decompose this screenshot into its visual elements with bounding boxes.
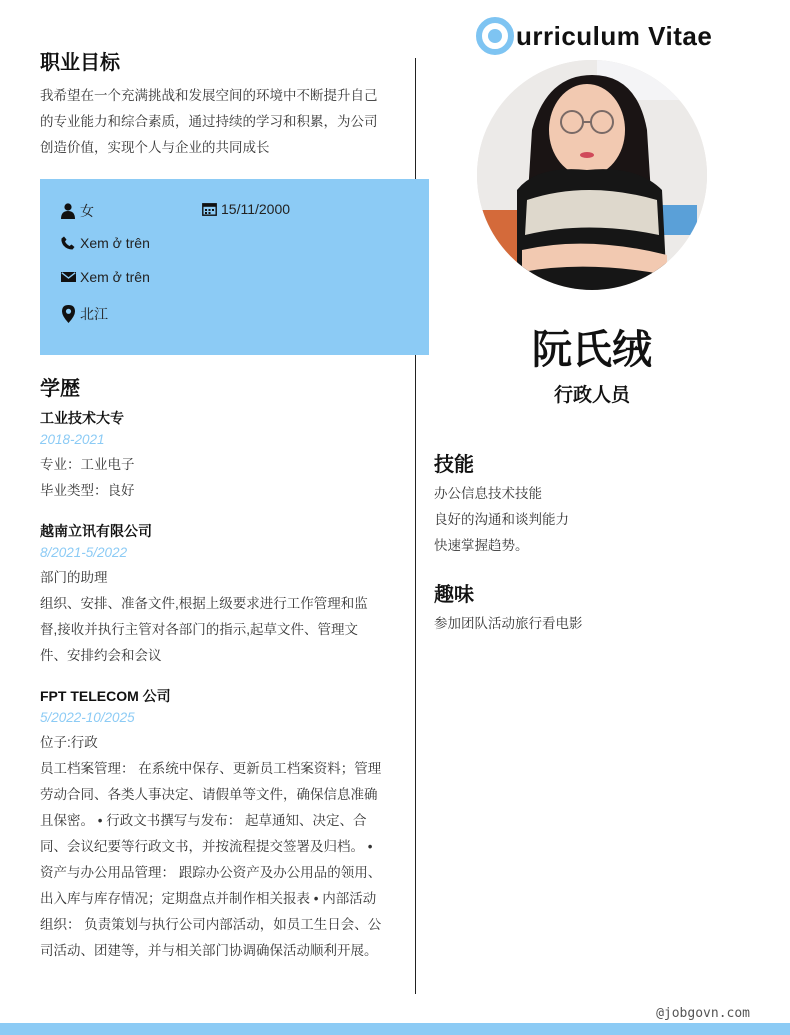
entry-date: 8/2021-5/2022 [40, 545, 128, 560]
entry-date: 2018-2021 [40, 432, 105, 447]
entry-date: 5/2022-10/2025 [40, 710, 135, 725]
hobbies-list [434, 611, 754, 637]
logo-text: urriculum Vitae [516, 20, 713, 51]
birthday-value: 15/11/2000 [221, 201, 291, 217]
contact-box [40, 179, 429, 355]
entry-line: 位子:行政 [40, 735, 98, 750]
contact-phone [60, 235, 150, 251]
contact-gender [60, 201, 94, 221]
objective-line: 的专业能力和综合素质，通过持续的学习和积累，为公司 [40, 114, 378, 129]
contact-location [60, 304, 108, 324]
entry-line: 件、安排约会和会议 [40, 648, 162, 663]
phone-value: Xem ở trên [80, 235, 150, 251]
hobby-item: 参加团队活动旅行看电影 [434, 616, 583, 631]
entry-line: 劳动合同、各类人事决定、请假单等文件，确保信息准确 [40, 787, 378, 802]
calendar-icon [201, 201, 217, 217]
education-title: 学歴 [40, 378, 80, 400]
entry-org: 工业技术大专 [40, 410, 124, 426]
entry-line: 部门的助理 [40, 570, 108, 585]
entry-line: 督,接收并执行主管对各部门的指示,起草文件、管理文 [40, 622, 359, 637]
email-value: Xem ở trên [80, 269, 150, 285]
skill-item: 良好的沟通和谈判能力 [434, 512, 569, 527]
entry-org: 越南立讯有限公司 [40, 523, 152, 539]
objective-title: 职业目标 [40, 52, 120, 74]
map-pin-icon [60, 306, 76, 322]
entry-luxshare [40, 521, 400, 669]
entry-fpt [40, 686, 400, 964]
entry-line: 员工档案管理： 在系统中保存、更新员工档案资料；管理 [40, 761, 382, 776]
entry-line: 毕业类型：良好 [40, 483, 135, 498]
hobbies-title: 趣味 [434, 584, 474, 606]
skill-item: 办公信息技术技能 [434, 486, 542, 501]
bottom-bar [0, 1023, 790, 1035]
contact-email [60, 269, 150, 285]
envelope-icon [60, 269, 76, 285]
entry-college [40, 408, 400, 504]
entry-line: 组织： 负责策划与执行公司内部活动，如员工生日会、公 [40, 917, 382, 932]
contact-birthday [201, 201, 290, 217]
objective-line: 创造价值，实现个人与企业的共同成长 [40, 140, 270, 155]
watermark: @jobgovn.com [656, 1006, 750, 1021]
entry-org: FPT TELECOM 公司 [40, 688, 171, 704]
candidate-role: 行政人员 [553, 385, 630, 406]
skills-list [434, 481, 754, 559]
candidate-name: 阮氏绒 [532, 328, 652, 372]
entry-line: 且保密。 • 行政文书撰写与发布： 起草通知、决定、合 [40, 813, 367, 828]
objective-text [40, 83, 396, 161]
entry-line: 同、会议纪要等行政文书，并按流程提交签署及归档。 • [40, 839, 373, 854]
entry-line: 资产与办公用品管理： 跟踪办公资产及办公用品的领用、 [40, 865, 382, 880]
skill-item: 快速掌握趋势。 [434, 538, 529, 553]
profile-photo [477, 60, 707, 290]
entry-line: 专业：工业电子 [40, 457, 135, 472]
location-value: 北江 [80, 306, 108, 322]
objective-line: 我希望在一个充满挑战和发展空间的环境中不断提升自己 [40, 88, 378, 103]
entry-line: 出入库与库存情况；定期盘点并制作相关报表 • 内部活动 [40, 891, 377, 906]
logo-c-icon [476, 17, 514, 55]
phone-icon [60, 235, 76, 251]
entry-line: 组织、安排、准备文件,根据上级要求进行工作管理和监 [40, 596, 368, 611]
cv-logo [476, 17, 712, 55]
person-icon [60, 203, 76, 219]
skills-title: 技能 [434, 454, 474, 476]
gender-value: 女 [80, 203, 94, 219]
entry-line: 司活动、团建等，并与相关部门协调确保活动顺利开展。 [40, 943, 378, 958]
